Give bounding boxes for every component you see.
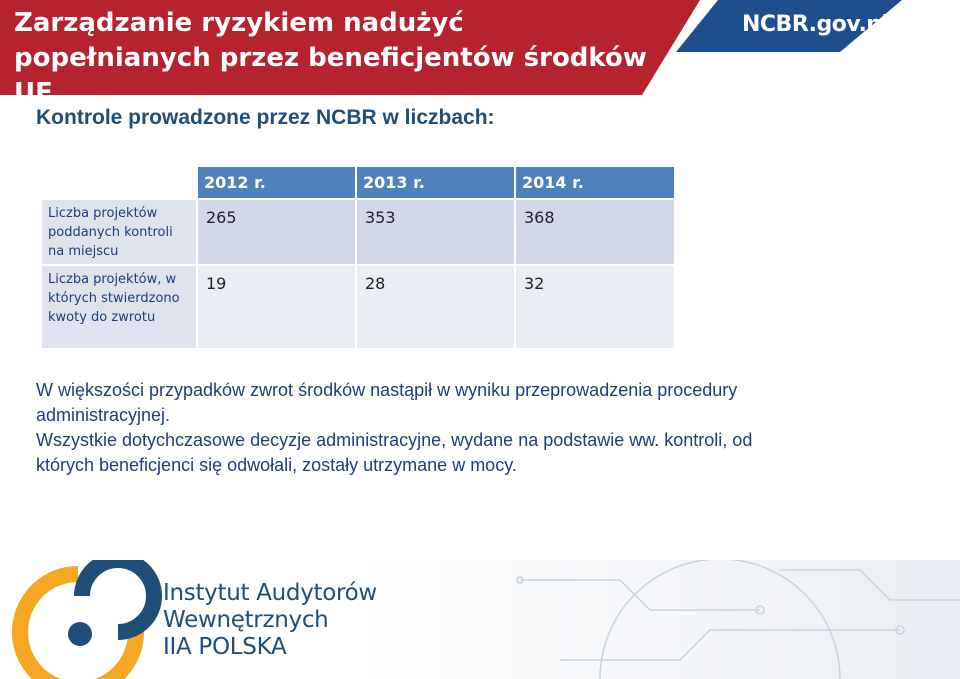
note-paragraph: Wszystkie dotychczasowe decyzje administracyjne, wydane na podstawie ww. kontroli, od których beneficjenci się odwołali, zostały utrzymane w mocy. (36, 430, 753, 475)
logo-line-1: Instytut Audytorów (163, 580, 377, 606)
table-cell: 353 (357, 200, 514, 264)
table-cell: 265 (198, 200, 355, 264)
table-corner (42, 167, 196, 198)
row-label: Liczba projektów poddanych kontroli na miejscu (42, 200, 196, 264)
header-banner (0, 0, 960, 108)
title-line-1: Zarządzanie ryzykiem nadużyć (14, 8, 464, 38)
column-header-2012: 2012 r. (198, 167, 355, 198)
iia-logo-icon (20, 560, 154, 679)
notes-block (36, 378, 756, 478)
note-paragraph: W większości przypadków zwrot środków nastąpił w wyniku przeprowadzenia procedury administracyjnej. (36, 380, 738, 425)
table-header-row (42, 167, 674, 198)
logo-line-2: Wewnętrznych (163, 607, 329, 633)
footer-graphics (0, 560, 960, 679)
column-header-2014: 2014 r. (516, 167, 674, 198)
section-heading: Kontrole prowadzone przez NCBR w liczbach: (36, 106, 495, 129)
logo-line-3: IIA POLSKA (163, 634, 287, 660)
iia-logo-text (163, 580, 377, 661)
table-row (42, 200, 674, 264)
table-cell: 19 (198, 266, 355, 348)
table-cell: 368 (516, 200, 674, 264)
title-line-2: popełnianych przez beneficjentów środków UE (14, 43, 647, 108)
column-header-2013: 2013 r. (357, 167, 514, 198)
brand-logo: NCBR.gov.pl (742, 12, 889, 37)
slide-title (14, 6, 694, 111)
footer-area (0, 560, 960, 679)
table-cell: 28 (357, 266, 514, 348)
table-row (42, 266, 674, 348)
footer-tech-background (358, 560, 960, 679)
controls-table (40, 165, 676, 350)
table-cell: 32 (516, 266, 674, 348)
row-label: Liczba projektów, w których stwierdzono kwoty do zwrotu (42, 266, 196, 348)
